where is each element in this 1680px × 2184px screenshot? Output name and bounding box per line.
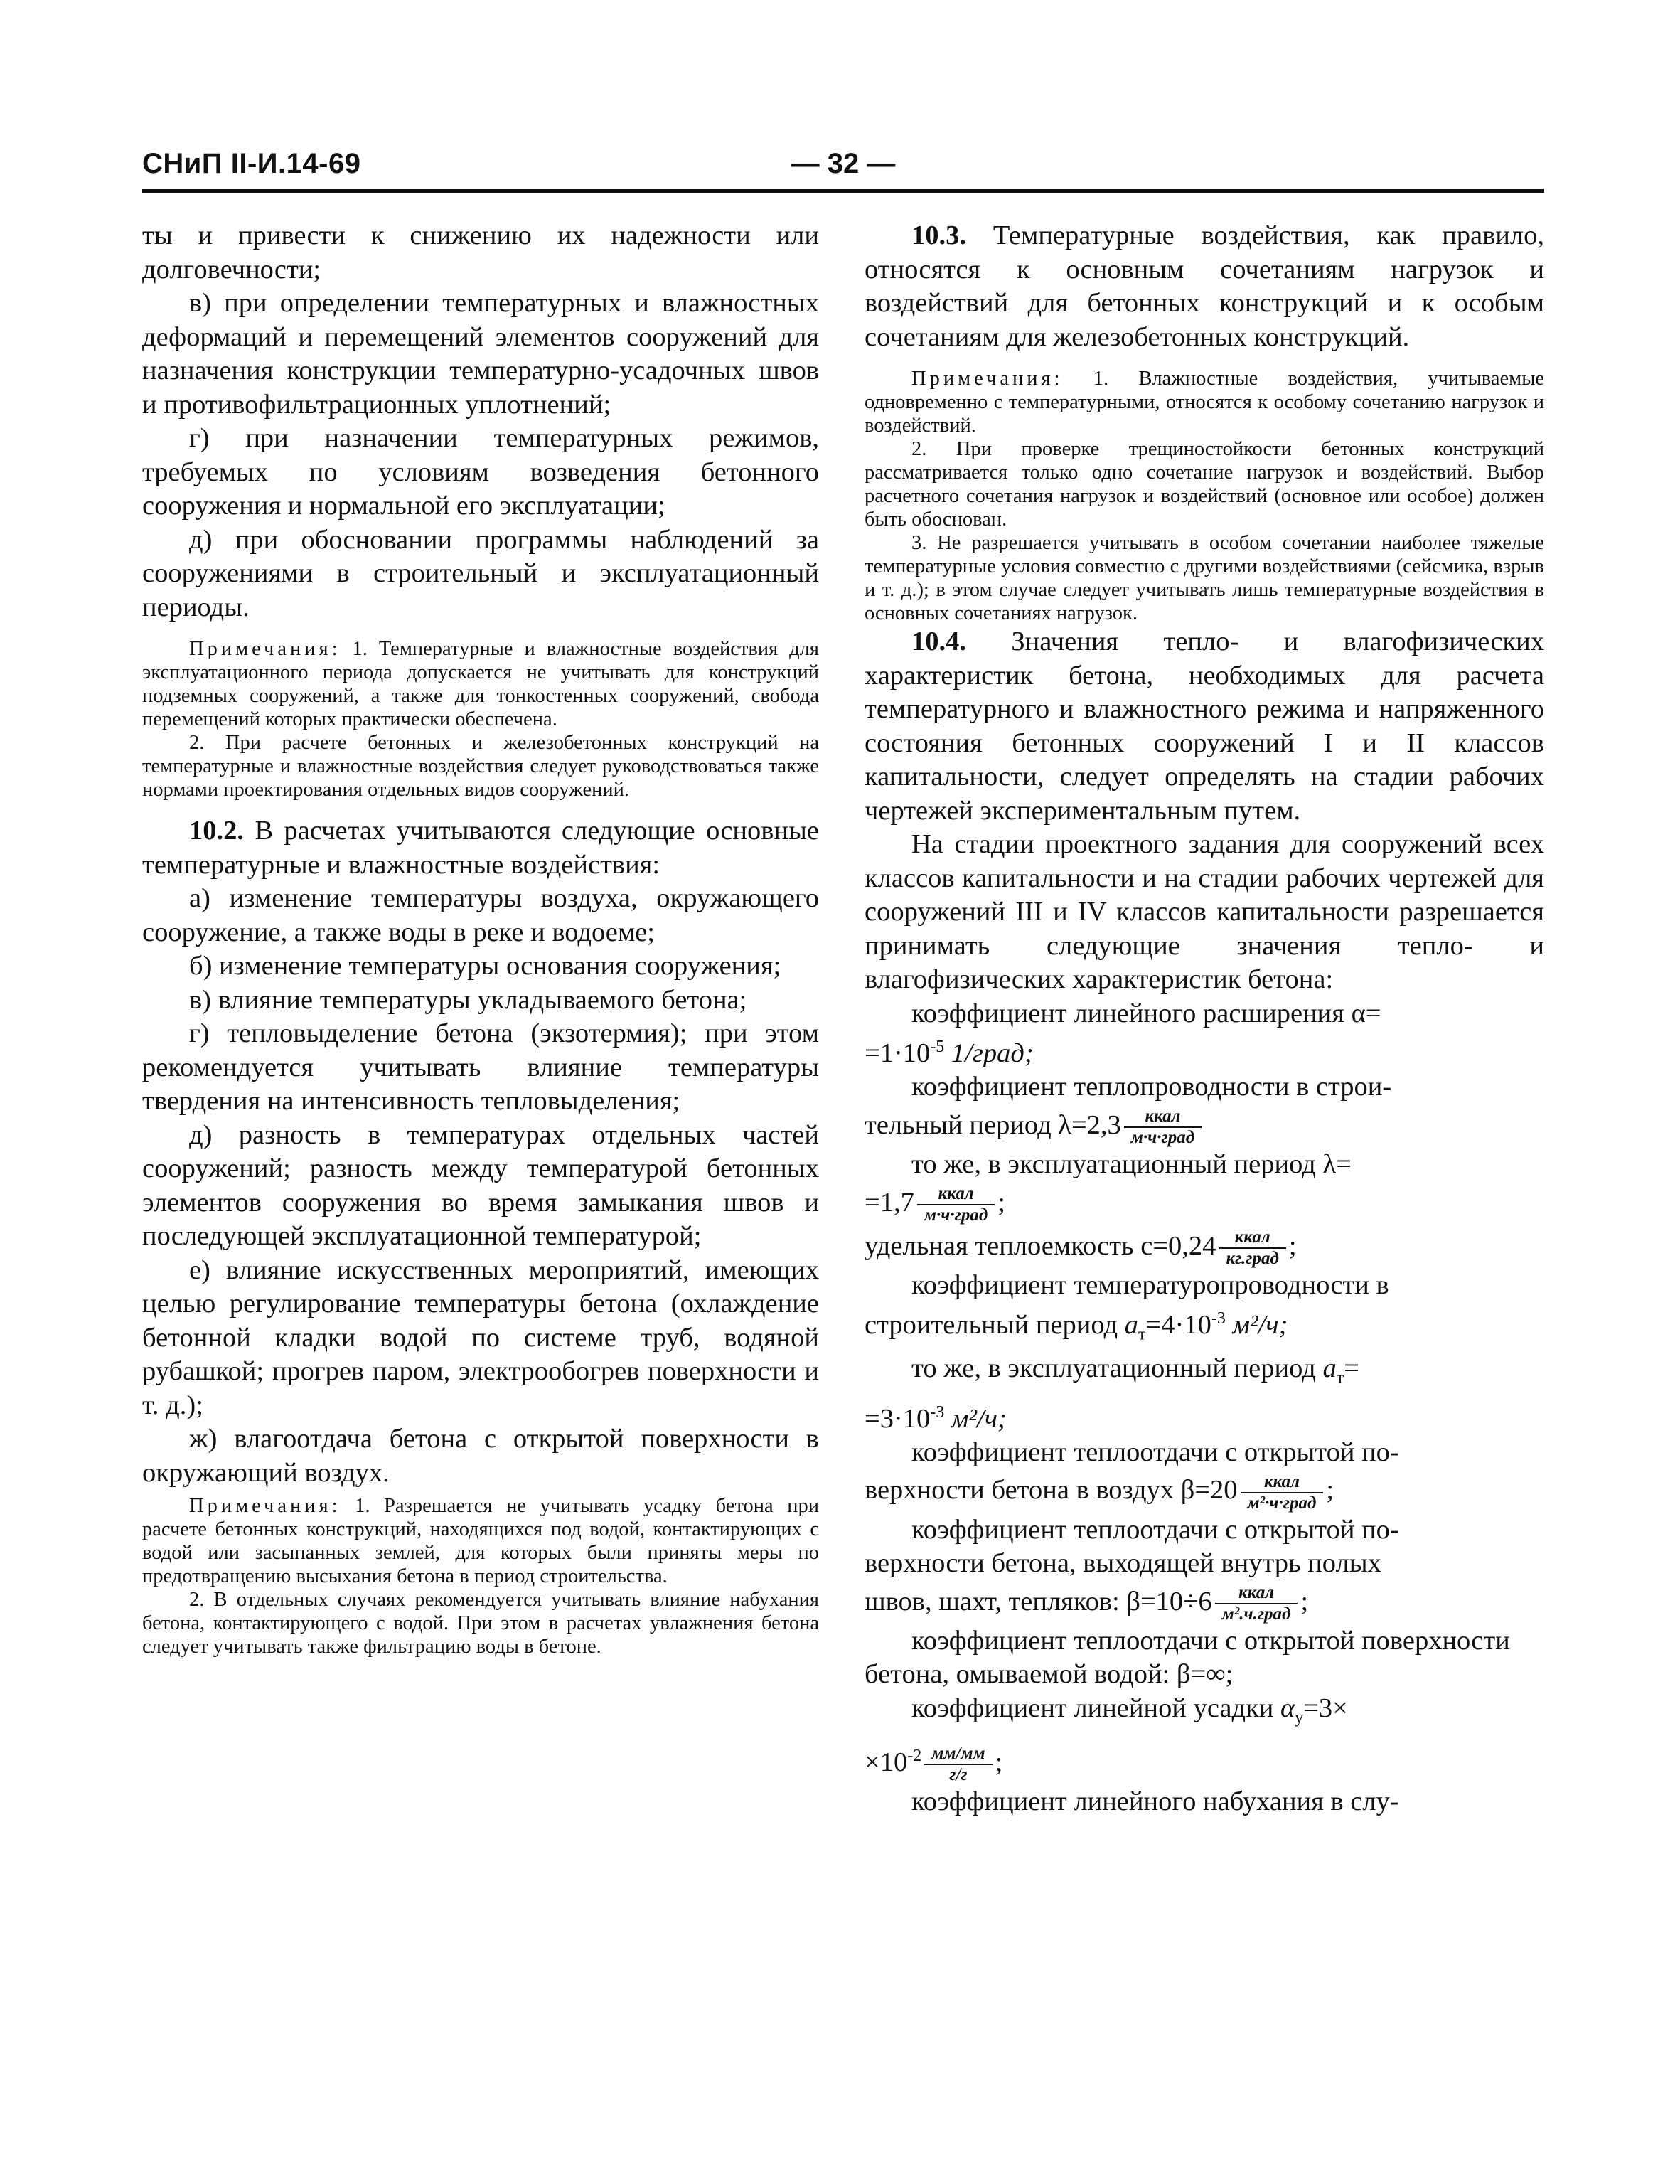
note-label: Примечания: — [911, 368, 1064, 390]
subscript: т — [1336, 1369, 1344, 1388]
value: верхности бетона в воздух β=20 — [865, 1475, 1238, 1506]
note-label: Примечания: — [189, 638, 341, 660]
page-number: — 32 — — [791, 148, 896, 179]
suffix: ; — [1300, 1586, 1309, 1616]
fraction — [1241, 1472, 1324, 1513]
formula-expansion-value — [865, 1030, 1544, 1070]
list-item-zh: ж) влагоотдача бетона с открытой поверхности в окружающий воздух. — [142, 1424, 819, 1488]
fraction — [924, 1744, 992, 1785]
list-item-g: г) тепловыделение бетона (экзотермия); при этом рекомендуется учитывать влияние температуры твердения на интенсивность тепловыделения; — [142, 1018, 819, 1116]
note-text: 1. Влажностные воздействия, учитываемые одновременно с температурными, относятся к особому сочетанию нагрузок и воздействий. — [865, 368, 1544, 437]
formula-heat-transfer-air-value — [865, 1469, 1544, 1513]
document-code: СНиП II-И.14-69 — [142, 148, 361, 179]
note-1 — [865, 367, 1544, 437]
suffix: ; — [1326, 1475, 1334, 1506]
numerator: ккал — [1241, 1472, 1324, 1493]
suffix: ; — [1288, 1230, 1297, 1261]
list-item-v: в) влияние температуры укладываемого бетона; — [189, 984, 747, 1015]
numerator: мм/мм — [924, 1744, 992, 1765]
equals: = — [1344, 1353, 1359, 1384]
fraction — [1219, 1227, 1285, 1269]
list-item-g: г) при назначении температурных режимов, требуемых по условиям возведения бетонного сооружения и нормальной его эксплуатации; — [142, 423, 819, 521]
section-10-4 — [865, 625, 1544, 828]
formula-conductivity: коэффициент теплопроводности в строи- — [911, 1072, 1392, 1102]
exponent: -5 — [930, 1038, 945, 1056]
formula-heat-transfer-air: коэффициент теплоотдачи с открытой по- — [911, 1437, 1399, 1467]
numerator: ккал — [917, 1184, 995, 1205]
value: =1,7 — [865, 1187, 914, 1218]
note-2: 2. В отдельных случаях рекомендуется учитывать влияние набухания бетона, контактирующего с водой. При этом в расчетах увлажнения бетона следует учитывать также фильтрацию воды в бетоне. — [142, 1589, 819, 1658]
list-item-v: в) при определении температурных и влажностных деформаций и перемещений элементов сооружений для назначения конструкции температурно-усадочных швов и противофильтрационных уплотнений; — [142, 288, 819, 420]
section-text: Температурные воздействия, как правило, относятся к основным сочетаниям нагрузок и воздействий для бетонных конструкций и к особым сочетаниям для железобетонных конструкций. — [865, 220, 1544, 352]
value: швов, шахт, тепляков: β=10÷6 — [865, 1586, 1212, 1616]
section-number: 10.3. — [911, 220, 966, 250]
note-text: 1. Температурные и влажностные воздействия для эксплуатационного периода допускается не учитывать для конструкций подземных сооружений, а также для тонкостенных сооружений, свобода перемещений которых практически обеспечена. — [142, 638, 820, 730]
formula-shrinkage-value — [865, 1735, 1544, 1785]
formula-diffusivity: коэффициент температуропроводности в — [911, 1269, 1389, 1300]
left-column — [142, 219, 819, 1658]
unit: 1/град; — [951, 1038, 1034, 1068]
text: то же, в эксплуатационный период — [911, 1353, 1316, 1384]
formula-diffusivity-operational-value — [865, 1396, 1544, 1436]
list-item-a: а) изменение температуры воздуха, окружающего сооружение, а также воды в реке и водоеме; — [142, 883, 819, 947]
subscript: т — [1138, 1325, 1146, 1344]
value: =3·10 — [865, 1403, 931, 1434]
fraction — [917, 1184, 995, 1225]
denominator: кг.град — [1226, 1248, 1279, 1268]
value: тельный период λ=2,3 — [865, 1109, 1121, 1140]
suffix: ; — [997, 1187, 1005, 1218]
fraction — [1124, 1107, 1202, 1148]
formula-expansion: коэффициент линейного расширения α= — [911, 998, 1381, 1028]
text: коэффициент линейной усадки — [911, 1693, 1274, 1723]
exponent: -2 — [907, 1746, 922, 1765]
note-1 — [142, 637, 819, 731]
formula-heat-capacity — [865, 1225, 1544, 1269]
formula-conductivity-operational-value — [865, 1182, 1544, 1225]
denominator: м·ч·град — [924, 1205, 988, 1225]
formula-heat-transfer-water: коэффициент теплоотдачи с открытой поверхности бетона, омываемой водой: β=∞; — [865, 1625, 1510, 1690]
unit: м²/ч; — [1232, 1310, 1288, 1341]
text: строительный период — [865, 1310, 1118, 1341]
formula-shrinkage — [865, 1692, 1544, 1735]
numerator: ккал — [1124, 1107, 1202, 1128]
value: =1·10 — [865, 1038, 931, 1068]
fraction — [1215, 1583, 1298, 1624]
note-1 — [142, 1494, 819, 1588]
symbol: α — [1280, 1693, 1295, 1723]
exponent: -3 — [930, 1402, 945, 1422]
header-rule — [142, 189, 1544, 193]
note-2: 2. При проверке трещиностойкости бетонных конструкций рассматривается только одно сочетание нагрузок и воздействий. Выбор расчетного сочетания нагрузок и воздействий (основное или особое) должен быть обоснован. — [865, 438, 1544, 531]
section-10-3 — [865, 219, 1544, 354]
denominator: м·ч·град — [1130, 1128, 1195, 1147]
note-3: 3. Не разрешается учитывать в особом сочетании наиболее тяжелые температурные условия совместно с другими воздействиями (сейсмика, взрыв и т. д.); в этом случае следует учитывать лишь температурные воздействия в основных сочетаниях нагрузок. — [865, 532, 1544, 624]
list-item-d: д) при обосновании программы наблюдений за сооружениями в строительный и эксплуатационный периоды. — [142, 524, 819, 622]
value: удельная теплоемкость с=0,24 — [865, 1230, 1216, 1261]
suffix: ; — [995, 1747, 1003, 1777]
right-column — [865, 219, 1544, 1818]
numerator: ккал — [1219, 1227, 1285, 1249]
value: =3× — [1303, 1693, 1348, 1723]
symbol: а — [1322, 1353, 1337, 1384]
subscript: у — [1295, 1708, 1304, 1727]
list-item-e: е) влияние искусственных мероприятий, имеющих целью регулирование температуры бетона (охлаждение бетонной кладки водой по системе труб, водяной рубашкой; прогрев паром, электрообогрев поверхности и т. д.); — [142, 1255, 819, 1420]
section-number: 10.2. — [189, 816, 244, 846]
symbol: а — [1124, 1310, 1139, 1341]
exponent: -3 — [1211, 1309, 1226, 1328]
formula-conductivity-value — [865, 1104, 1544, 1148]
note-2: 2. При расчете бетонных и железобетонных конструкций на температурные и влажностные воздействия следует руководствоваться также нормами проектирования отдельных видов сооружений. — [142, 732, 819, 801]
denominator: м²·ч·град — [1247, 1493, 1317, 1513]
numerator: ккал — [1215, 1583, 1298, 1604]
formula-heat-transfer-joints: коэффициент теплоотдачи с открытой по- — [911, 1514, 1399, 1545]
denominator: г/г — [949, 1764, 968, 1784]
note-text: 1. Разрешается не учитывать усадку бетона при расчете бетонных конструкций, находящихся под водой, контактирующих с водой или засыпанных землей, для которых были приняты меры по предотвращению высыхания бетона в период строительства. — [142, 1495, 819, 1587]
list-item-b: б) изменение температуры основания сооружения; — [189, 951, 781, 981]
list-item-d: д) разность в температурах отдельных частей сооружений; разность между температурой бетонных элементов сооружения во время замыкания швов и последующей эксплуатационной температурой; — [142, 1119, 819, 1251]
section-text: В расчетах учитываются следующие основные температурные и влажностные воздействия: — [142, 816, 820, 880]
section-text: Значения тепло- и влагофизических характеристик бетона, необходимых для расчета температурного и влажностного режима и напряженного состояния бетонных сооружений I и II классов капитальности, следует определять на стадии рабочих чертежей экспериментальным путем. — [865, 627, 1544, 826]
unit: м²/ч; — [951, 1403, 1007, 1434]
page-header — [142, 148, 1544, 191]
paragraph-values: На стадии проектного задания для сооружений всех классов капитальности и на стадии рабочих чертежей для сооружений III и IV классов капитальности разрешается принимать следующие значения тепло- и влагофизических характеристик бетона: — [865, 829, 1544, 994]
denominator: м².ч.град — [1221, 1604, 1291, 1624]
formula-diffusivity-value — [865, 1302, 1544, 1352]
formula-swelling: коэффициент линейного набухания в слу- — [911, 1786, 1399, 1816]
section-10-2 — [142, 814, 819, 882]
value: =4·10 — [1145, 1310, 1211, 1341]
formula-conductivity-operational: то же, в эксплуатационный период λ= — [911, 1149, 1352, 1179]
section-number: 10.4. — [911, 627, 966, 656]
value: ×10 — [865, 1747, 908, 1777]
note-label: Примечания: — [189, 1495, 341, 1517]
continued-paragraph: ты и привести к снижению их надежности или долговечности; — [142, 220, 819, 284]
formula-diffusivity-operational — [865, 1352, 1544, 1395]
formula-heat-transfer-joints-line: верхности бетона, выходящей внутрь полых — [865, 1548, 1381, 1579]
formula-heat-transfer-joints-value — [865, 1581, 1544, 1624]
